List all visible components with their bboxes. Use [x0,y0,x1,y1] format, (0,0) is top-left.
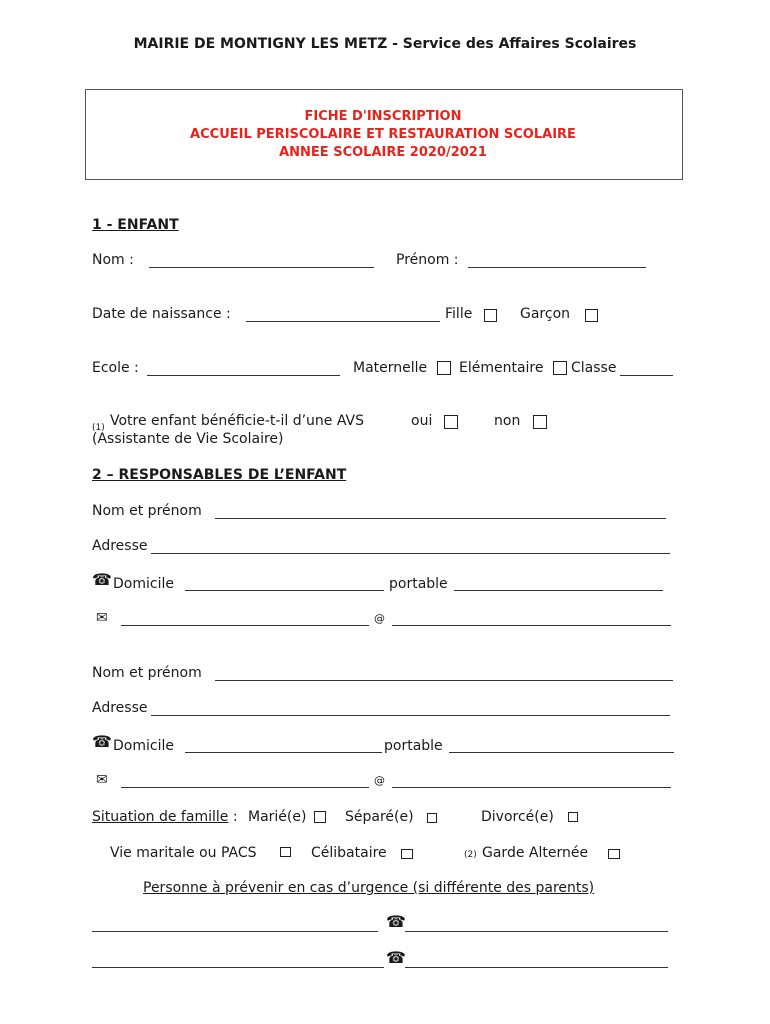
urgence-title: Personne à prévenir en cas d’urgence (si différente des parents) [143,880,595,896]
classe-label: Classe [571,360,617,376]
resp2-nom-prenom-label: Nom et prénom [92,665,202,681]
resp1-adresse-field[interactable] [151,553,670,554]
avs-non-checkbox[interactable] [533,415,547,429]
avs-question: Votre enfant bénéficie-t-il d’une AVS [110,413,364,429]
title-line-2: ACCUEIL PERISCOLAIRE ET RESTAURATION SCOLAIRE [190,127,576,142]
garde-alternee-checkbox[interactable] [608,849,620,859]
elementaire-label: Elémentaire [459,360,544,376]
garde-note-marker: (2) [464,850,477,860]
title-line-1: FICHE D'INSCRIPTION [304,109,462,124]
non-label: non [494,413,521,429]
fille-checkbox[interactable] [484,309,497,322]
resp1-email-domain-field[interactable] [392,625,671,626]
phone-icon: ☎ [386,912,406,931]
urgence2-name-field[interactable] [92,967,384,968]
nom-field[interactable] [149,267,374,268]
date-naissance-label: Date de naissance : [92,306,231,322]
ecole-field[interactable] [147,375,340,376]
vie-maritale-checkbox[interactable] [280,847,291,857]
page-header: MAIRIE DE MONTIGNY LES METZ - Service des Affaires Scolaires [133,36,637,52]
classe-field[interactable] [620,375,673,376]
resp1-portable-field[interactable] [454,590,663,591]
envelope-icon: ✉ [96,610,108,626]
resp2-nom-prenom-field[interactable] [215,680,673,681]
situation-famille-label [92,809,238,825]
situation-famille-title: Situation de famille [92,809,229,825]
prenom-field[interactable] [468,267,646,268]
envelope-icon: ✉ [96,772,108,788]
prenom-label: Prénom : [396,252,459,268]
garde-alternee-label: Garde Alternée [482,845,589,861]
title-line-3: ANNEE SCOLAIRE 2020/2021 [279,145,487,160]
resp2-email-domain-field[interactable] [392,787,671,788]
divorce-checkbox[interactable] [568,812,578,822]
date-naissance-field[interactable] [246,321,440,322]
maternelle-checkbox[interactable] [437,361,451,375]
garcon-checkbox[interactable] [585,309,598,322]
avs-note-number: (1) [92,423,105,433]
celibataire-label: Célibataire [311,845,387,861]
urgence1-name-field[interactable] [92,931,378,932]
resp1-nom-prenom-label: Nom et prénom [92,503,202,519]
celibataire-checkbox[interactable] [401,849,413,859]
avs-subtitle: (Assistante de Vie Scolaire) [92,431,284,447]
marie-checkbox[interactable] [314,811,326,823]
resp2-email-user-field[interactable] [121,787,369,788]
resp1-domicile-field[interactable] [185,590,384,591]
phone-icon: ☎ [386,948,406,967]
resp2-adresse-field[interactable] [151,715,670,716]
oui-label: oui [411,413,433,429]
resp2-portable-label: portable [384,738,443,754]
resp1-nom-prenom-field[interactable] [215,518,666,519]
resp1-at-sign: @ [374,612,385,625]
resp2-adresse-label: Adresse [92,700,148,716]
nom-label: Nom : [92,252,134,268]
section-responsables-title: 2 – RESPONSABLES DE L’ENFANT [92,467,347,483]
resp2-domicile-field[interactable] [185,752,382,753]
elementaire-checkbox[interactable] [553,361,567,375]
fille-label: Fille [445,306,473,322]
situation-colon: : [232,809,238,825]
maternelle-label: Maternelle [353,360,428,376]
garcon-label: Garçon [520,306,571,322]
resp2-domicile-label: Domicile [113,738,174,754]
separe-checkbox[interactable] [427,813,437,823]
resp2-portable-field[interactable] [449,752,674,753]
resp1-domicile-label: Domicile [113,576,174,592]
marie-label: Marié(e) [248,809,307,825]
resp2-at-sign: @ [374,774,385,787]
phone-icon: ☎ [92,732,112,751]
divorce-label: Divorcé(e) [481,809,554,825]
resp1-portable-label: portable [389,576,448,592]
vie-maritale-label: Vie maritale ou PACS [110,845,257,861]
ecole-label: Ecole : [92,360,139,376]
section-enfant-title: 1 - ENFANT [92,217,179,233]
resp1-email-user-field[interactable] [121,625,369,626]
resp1-adresse-label: Adresse [92,538,148,554]
avs-oui-checkbox[interactable] [444,415,458,429]
separe-label: Séparé(e) [345,809,414,825]
urgence2-phone-field[interactable] [405,967,668,968]
phone-icon: ☎ [92,570,112,589]
urgence1-phone-field[interactable] [405,931,668,932]
